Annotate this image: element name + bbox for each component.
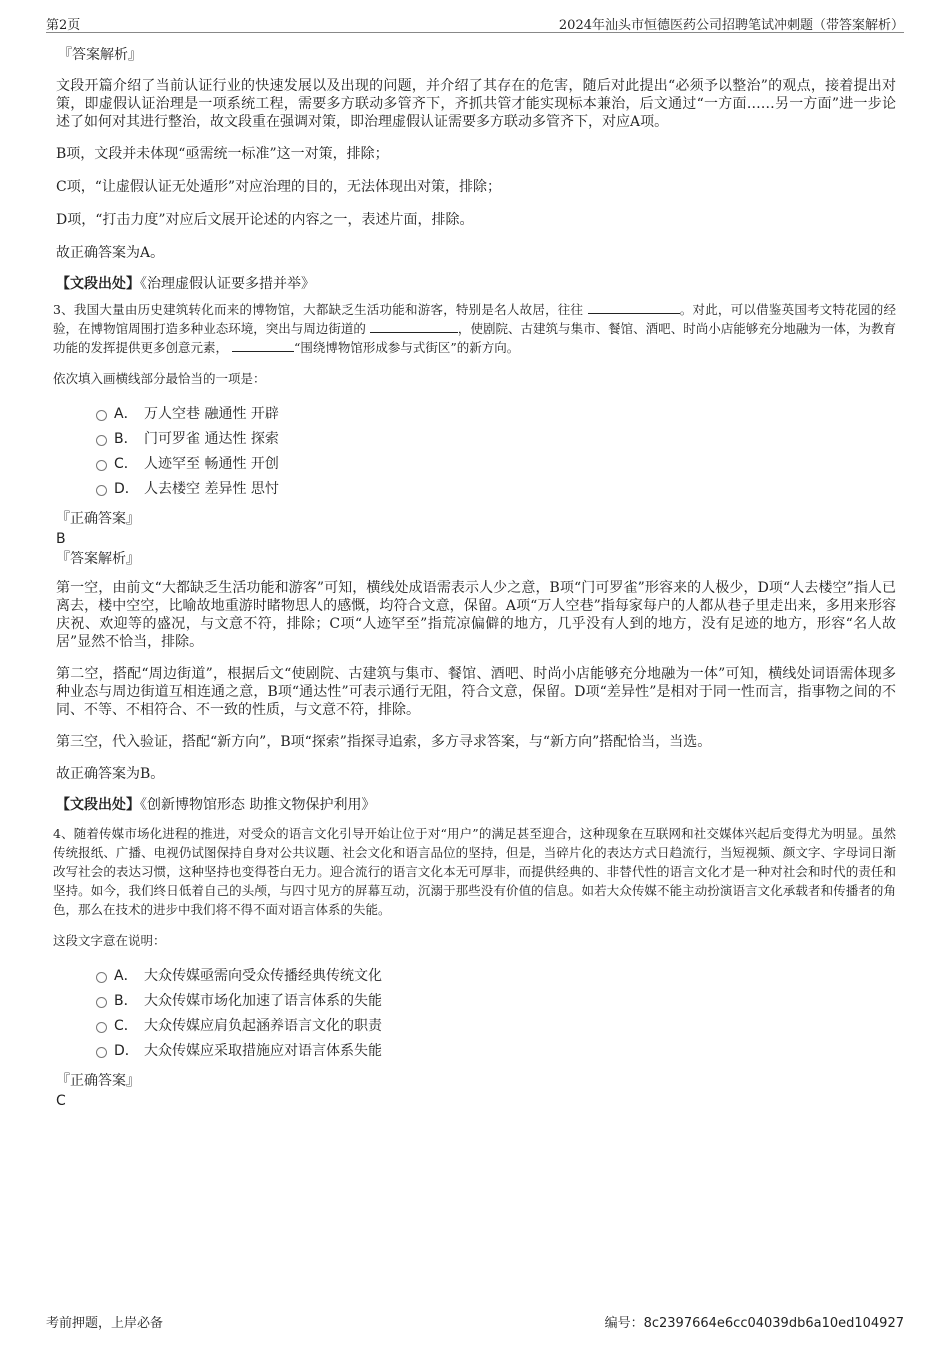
q4-stem: 4、随着传媒市场化进程的推进，对受众的语言文化引导开始让位于对“用户”的满足甚至迎合，这种现象在互联网和社交媒体兴起后变得尤为明显。虽然传统报纸、广播、电视仍试图保持自身对公共议题、社会文化和语言品位的坚持，但是，当碎片化的表达方式日趋流行，当短视频、颜文字、字母词日渐改写社会的表达习惯，这种坚持也变得苍白无力。迎合流行的语言文化本无可厚非，而提供经典的、非替代性的语言文化才是一种对社会和时代的责任和坚持。如今，我们终日低着自己的头颅，与四寸见方的屏幕互动，沉溺于那些没有价值的信息。如若大众传媒不能主动扮演语言文化承载者和传播者的角色，那么在技术的进步中我们将不得不面对语言体系的失能。: [53, 826, 896, 917]
page-header: [46, 14, 904, 33]
q3-blank-1: [588, 301, 680, 314]
q2-analysis-d: D项，“打击力度”对应后文展开论述的内容之一，表述片面，排除。: [56, 212, 474, 228]
q3-option-b[interactable]: B． 门可罗雀 通达性 探索: [56, 427, 896, 452]
q2-source: [56, 274, 896, 294]
document-title: 2024年汕头市恒德医药公司招聘笔试冲刺题（带答案解析）: [558, 18, 904, 33]
q4-option-a[interactable]: A． 大众传媒亟需向受众传播经典传统文化: [56, 964, 896, 989]
q3-correct-title: 『正确答案』: [56, 511, 140, 527]
q4-option-d[interactable]: D． 大众传媒应采取措施应对语言体系失能: [56, 1039, 896, 1064]
q3-analysis-p3: 第三空，代入验证，搭配“新方向”，B项“探索”指探寻追索，多方寻求答案，与“新方向”搭配恰当，当选。: [56, 734, 712, 750]
q2-analysis-p1: 文段开篇介绍了当前认证行业的快速发展以及出现的问题，并介绍了其存在的危害，随后对此提出“必须予以整治”的观点，接着提出对策，即虚假认证治理是一项系统工程，需要多方联动多管齐下，齐抓共管才能实现标本兼治，后文通过“一方面……另一方面”进一步论述了如何对其进行整治，故文段重在强调对策，即治理虚假认证需要多方联动多管齐下，对应A项。: [56, 78, 896, 130]
radio-icon[interactable]: [96, 997, 107, 1008]
page-number: 第2页: [46, 18, 81, 33]
q3-source-title: 《创新博物馆形态 助推文物保护利用》: [140, 797, 376, 813]
q2-analysis-title: 『答案解析』: [58, 47, 142, 63]
q2-source-title: 《治理虚假认证要多措并举》: [140, 276, 315, 292]
q2-analysis-c: C项，“让虚假认证无处遁形”对应治理的目的，无法体现出对策，排除；: [56, 179, 502, 195]
radio-icon[interactable]: [96, 410, 107, 421]
q2-conclusion: 故正确答案为A。: [56, 245, 165, 261]
q3-correct-answer: B: [56, 531, 66, 547]
q2-analysis-b: B项，文段并未体现“亟需统一标准”这一对策，排除；: [56, 146, 389, 162]
q3-analysis-title: 『答案解析』: [56, 551, 140, 567]
q4-prompt: 这段文字意在说明：: [53, 933, 166, 948]
radio-icon[interactable]: [96, 972, 107, 983]
q3-source-label: 【文段出处】: [56, 797, 140, 813]
q3-options: [56, 402, 896, 502]
q3-analysis-p1: 第一空，由前文“大都缺乏生活功能和游客”可知，横线处成语需表示人少之意，B项“门可罗雀”形容来的人极少，D项“人去楼空”指人已离去，楼中空空，比喻故地重游时睹物思人的感慨，均符合文意，保留。A项“万人空巷”指每家每户的人都从巷子里走出来，多用来形容庆祝、欢迎等的盛况，与文意不符，排除；C项“人迹罕至”指荒凉偏僻的地方，几乎没有人到的地方，没有足迹的地方，形容“名人故居”显然不恰当，排除。: [56, 580, 896, 650]
q3-blank-2: [370, 320, 458, 333]
q4-option-c[interactable]: C． 大众传媒应肩负起涵养语言文化的职责: [56, 1014, 896, 1039]
footer-slogan: 考前押题，上岸必备: [46, 1316, 164, 1331]
radio-icon[interactable]: [96, 435, 107, 446]
q3-prompt: 依次填入画横线部分最恰当的一项是：: [53, 371, 266, 386]
q4-option-b[interactable]: B． 大众传媒市场化加速了语言体系的失能: [56, 989, 896, 1014]
radio-icon[interactable]: [96, 485, 107, 496]
radio-icon[interactable]: [96, 460, 107, 471]
page-content: [53, 44, 896, 1110]
q3-stem: 3、我国大量由历史建筑转化而来的博物馆，大都缺乏生活功能和游客，特别是名人故居，往往 。对此，可以借鉴英国考文特花园的经验，在博物馆周围打造多种业态环境，突出与周边街道的 ，使剧院、古建筑与集市、餐馆、酒吧、时尚小店能够充分地融为一体，为教育功能的发挥提供更多创意元素， “围绕博物馆形成参与式街区”的新方向。: [53, 302, 896, 355]
q4-options: [56, 964, 896, 1064]
q3-option-d[interactable]: D． 人去楼空 差异性 思忖: [56, 477, 896, 502]
q3-conclusion: 故正确答案为B。: [56, 766, 165, 782]
q4-correct-title: 『正确答案』: [56, 1073, 140, 1089]
radio-icon[interactable]: [96, 1047, 107, 1058]
q3-source: [56, 795, 896, 815]
q3-option-a[interactable]: A． 万人空巷 融通性 开辟: [56, 402, 896, 427]
radio-icon[interactable]: [96, 1022, 107, 1033]
q3-blank-3: [232, 339, 294, 352]
document-code: 编号：8c2397664e6cc04039db6a10ed104927: [604, 1316, 904, 1331]
q3-analysis-p2: 第二空，搭配“周边街道”，根据后文“使剧院、古建筑与集市、餐馆、酒吧、时尚小店能够充分地融为一体”可知，横线处词语需体现多种业态与周边街道互相连通之意，B项“通达性”可表示通行无阻，符合文意，保留。D项“差异性”是相对于同一性而言，指事物之间的不同、不等、不相符合、不一致的性质，与文意不符，排除。: [56, 666, 896, 718]
q4-correct-answer: C: [56, 1093, 66, 1109]
q2-source-label: 【文段出处】: [56, 276, 140, 292]
q3-option-c[interactable]: C． 人迹罕至 畅通性 开创: [56, 452, 896, 477]
